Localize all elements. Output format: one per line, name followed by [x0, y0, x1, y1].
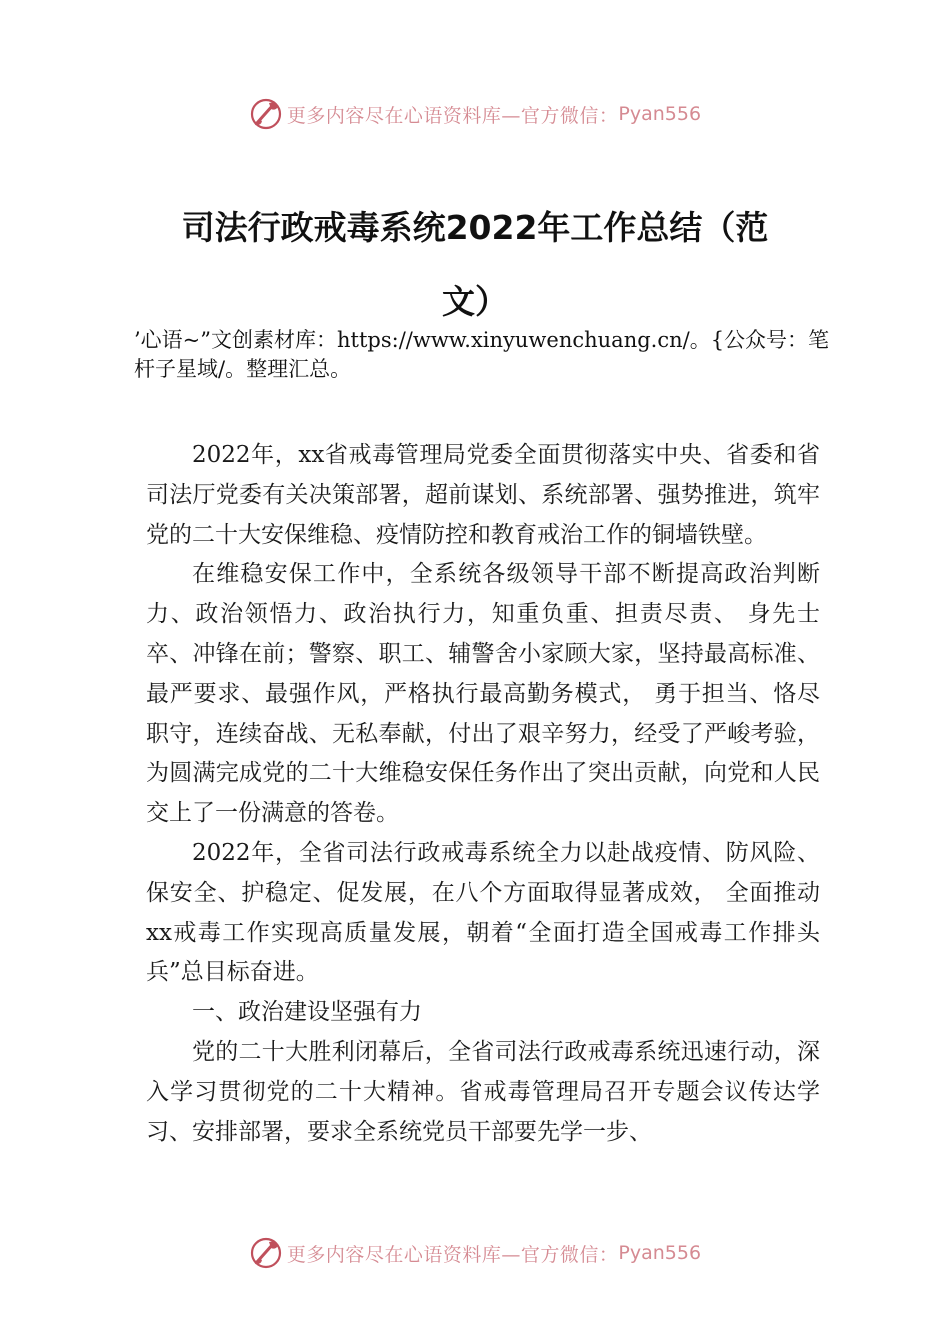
document-title-line-1: 司法行政戒毒系统2022年工作总结（范: [181, 208, 769, 247]
paragraph: 2022年，全省司法行政戒毒系统全力以赴战疫情、防风险、保安全、护稳定、促发展，在八个方面取得显著成效， 全面推动xx戒毒工作实现高质量发展，朝着“全面打造全国戒毒工作排头兵”总目标奋进。: [146, 839, 820, 986]
header-banner: [0, 94, 950, 134]
source-note: ’心语~”文创素材库：https://www.xinyuwenchuang.cn/。{公众号：笔杆子星域/。整理汇总。: [134, 328, 830, 381]
document-body: [146, 436, 820, 1152]
banner-text: 更多内容尽在心语资料库—官方微信：: [286, 1243, 619, 1266]
banner-text: 更多内容尽在心语资料库—官方微信：: [286, 104, 619, 127]
paragraph: 党的二十大胜利闭幕后，全省司法行政戒毒系统迅速行动，深入学习贯彻党的二十大精神。省戒毒管理局召开专题会议传达学习、安排部署，要求全系统党员干部要先学一步、: [146, 1038, 820, 1145]
brush-logo-icon: [249, 97, 283, 131]
section-heading: 一、政治建设坚强有力: [192, 999, 422, 1026]
paragraph: 在维稳安保工作中，全系统各级领导干部不断提高政治判断力、政治领悟力、政治执行力，知重负重、担责尽责、 身先士卒、冲锋在前；警察、职工、辅警舍小家顾大家，坚持最高标准、最严要求、最强作风，严格执行最高勤务模式， 勇于担当、恪尽职守，连续奋战、无私奉献，付出了艰辛努力，经受了严峻考验，为圆满完成党的二十大维稳安保任务作出了突出贡献，向党和人民交上了一份满意的答卷。: [146, 561, 820, 827]
wechat-id: Pyan556: [618, 1242, 702, 1264]
wechat-id: Pyan556: [618, 103, 702, 125]
document-title-line-2: 文）: [442, 282, 508, 321]
paragraph: 2022年，xx省戒毒管理局党委全面贯彻落实中央、省委和省司法厅党委有关决策部署，超前谋划、系统部署、强势推进，筑牢党的二十大安保维稳、疫情防控和教育戒治工作的铜墙铁壁。: [146, 442, 820, 548]
footer-banner: [0, 1233, 950, 1273]
brush-logo-icon: [249, 1236, 283, 1270]
